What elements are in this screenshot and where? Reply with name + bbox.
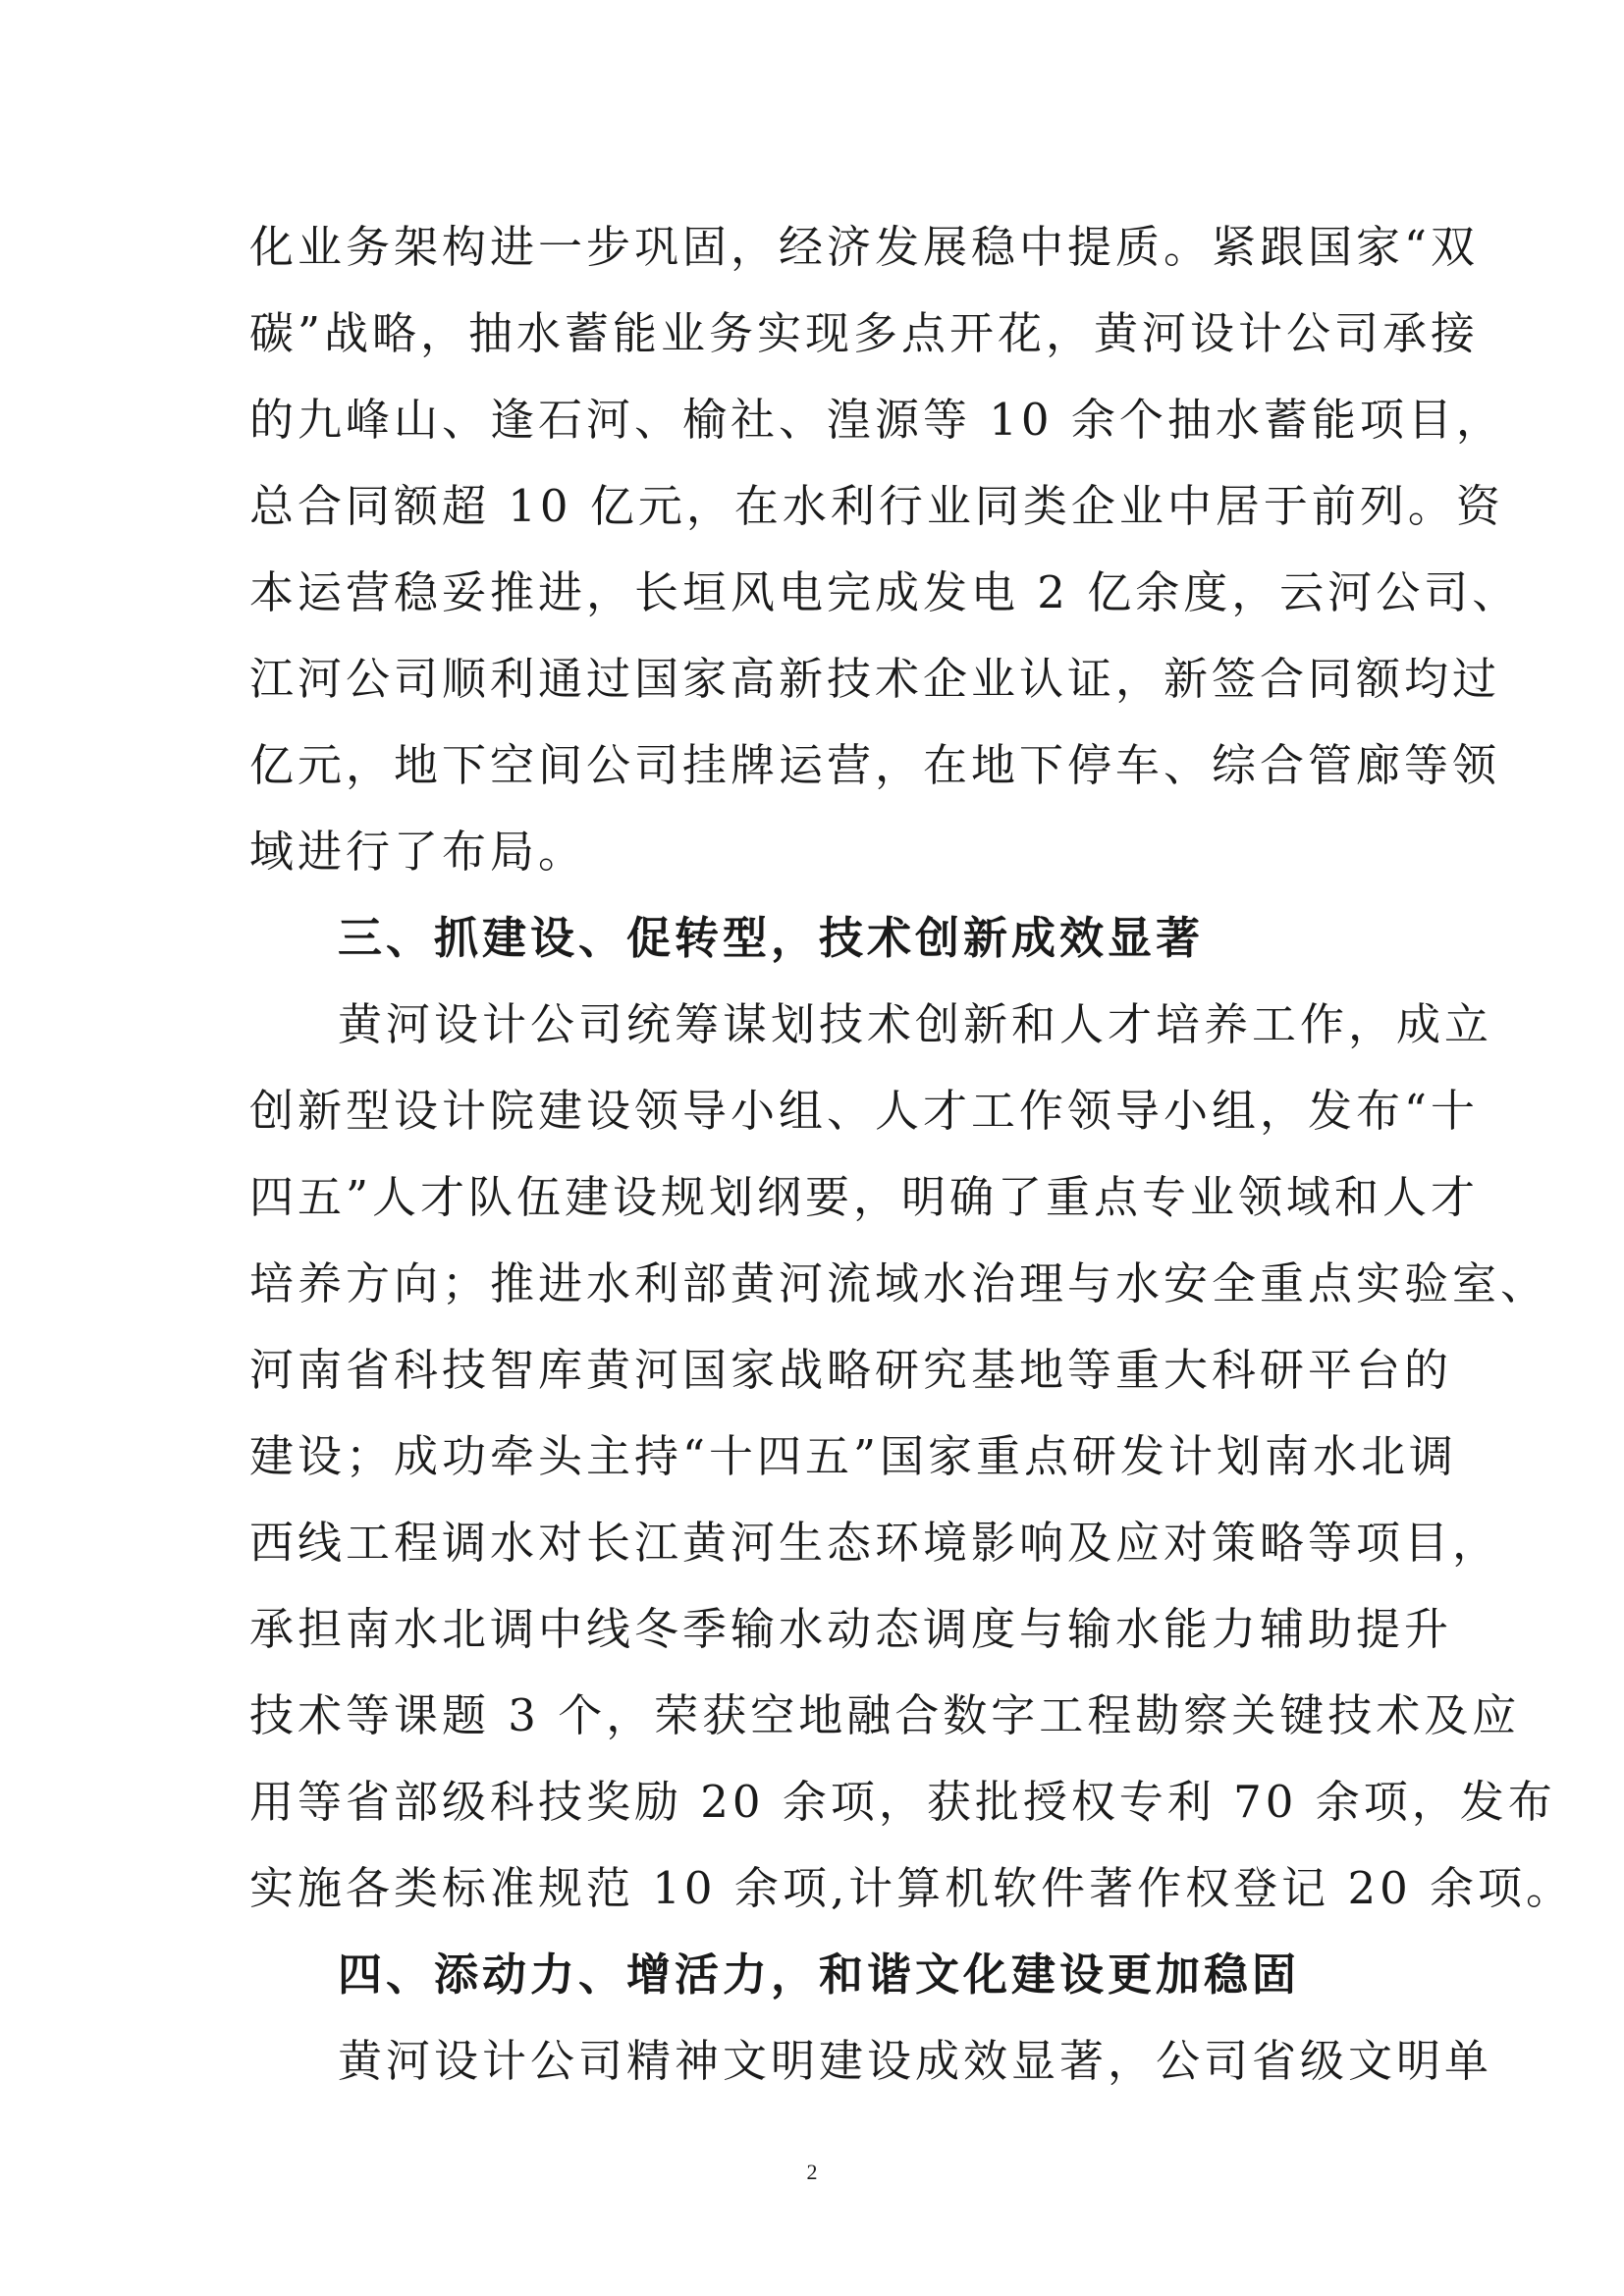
page-number: 2	[806, 2160, 818, 2184]
paragraph-line: 建设；成功牵头主持“十四五”国家重点研发计划南水北调	[249, 1430, 1458, 1482]
paragraph-line: 承担南水北调中线冬季输水动态调度与输水能力辅助提升	[249, 1603, 1453, 1655]
paragraph-line: 黄河设计公司统筹谋划技术创新和人才培养工作，成立	[338, 998, 1493, 1050]
paragraph-line: 总合同额超 10 亿元，在水利行业同类企业中居于前列。资	[249, 480, 1504, 532]
paragraph-line: 四五”人才队伍建设规划纲要，明确了重点专业领域和人才	[249, 1171, 1480, 1223]
paragraph-line: 化业务架构进一步巩固，经济发展稳中提质。紧跟国家“双	[249, 221, 1480, 273]
paragraph-line: 培养方向；推进水利部黄河流域水治理与水安全重点实验室、	[249, 1257, 1549, 1309]
paragraph-line: 本运营稳妥推进，长垣风电完成发电 2 亿余度，云河公司、	[249, 566, 1521, 618]
paragraph-line: 创新型设计院建设领导小组、人才工作领导小组，发布“十	[249, 1085, 1480, 1137]
section-heading-3: 三、抓建设、促转型，技术创新成效显著	[338, 912, 1205, 964]
paragraph-line: 亿元，地下空间公司挂牌运营，在地下停车、综合管廊等领	[249, 739, 1501, 791]
paragraph-line: 用等省部级科技奖励 20 余项，获批授权专利 70 余项，发布	[249, 1776, 1556, 1828]
section-heading-4: 四、添动力、增活力，和谐文化建设更加稳固	[338, 1949, 1301, 2001]
paragraph-line: 黄河设计公司精神文明建设成效显著，公司省级文明单	[338, 2035, 1493, 2087]
paragraph-line: 技术等课题 3 个，荣获空地融合数字工程勘察关键技术及应	[249, 1689, 1521, 1741]
paragraph-line: 域进行了布局。	[249, 826, 587, 878]
paragraph-line: 实施各类标准规范 10 余项,计算机软件著作权登记 20 余项。	[249, 1862, 1575, 1914]
paragraph-line: 碳”战略，抽水蓄能业务实现多点开花，黄河设计公司承接	[249, 307, 1480, 359]
paragraph-line: 西线工程调水对长江黄河生态环境影响及应对策略等项目，	[249, 1517, 1501, 1569]
paragraph-line: 的九峰山、逢石河、榆社、湟源等 10 余个抽水蓄能项目，	[249, 394, 1504, 446]
paragraph-line: 河南省科技智库黄河国家战略研究基地等重大科研平台的	[249, 1344, 1453, 1396]
body-text	[249, 204, 1575, 2105]
paragraph-line: 江河公司顺利通过国家高新技术企业认证，新签合同额均过	[249, 653, 1501, 705]
